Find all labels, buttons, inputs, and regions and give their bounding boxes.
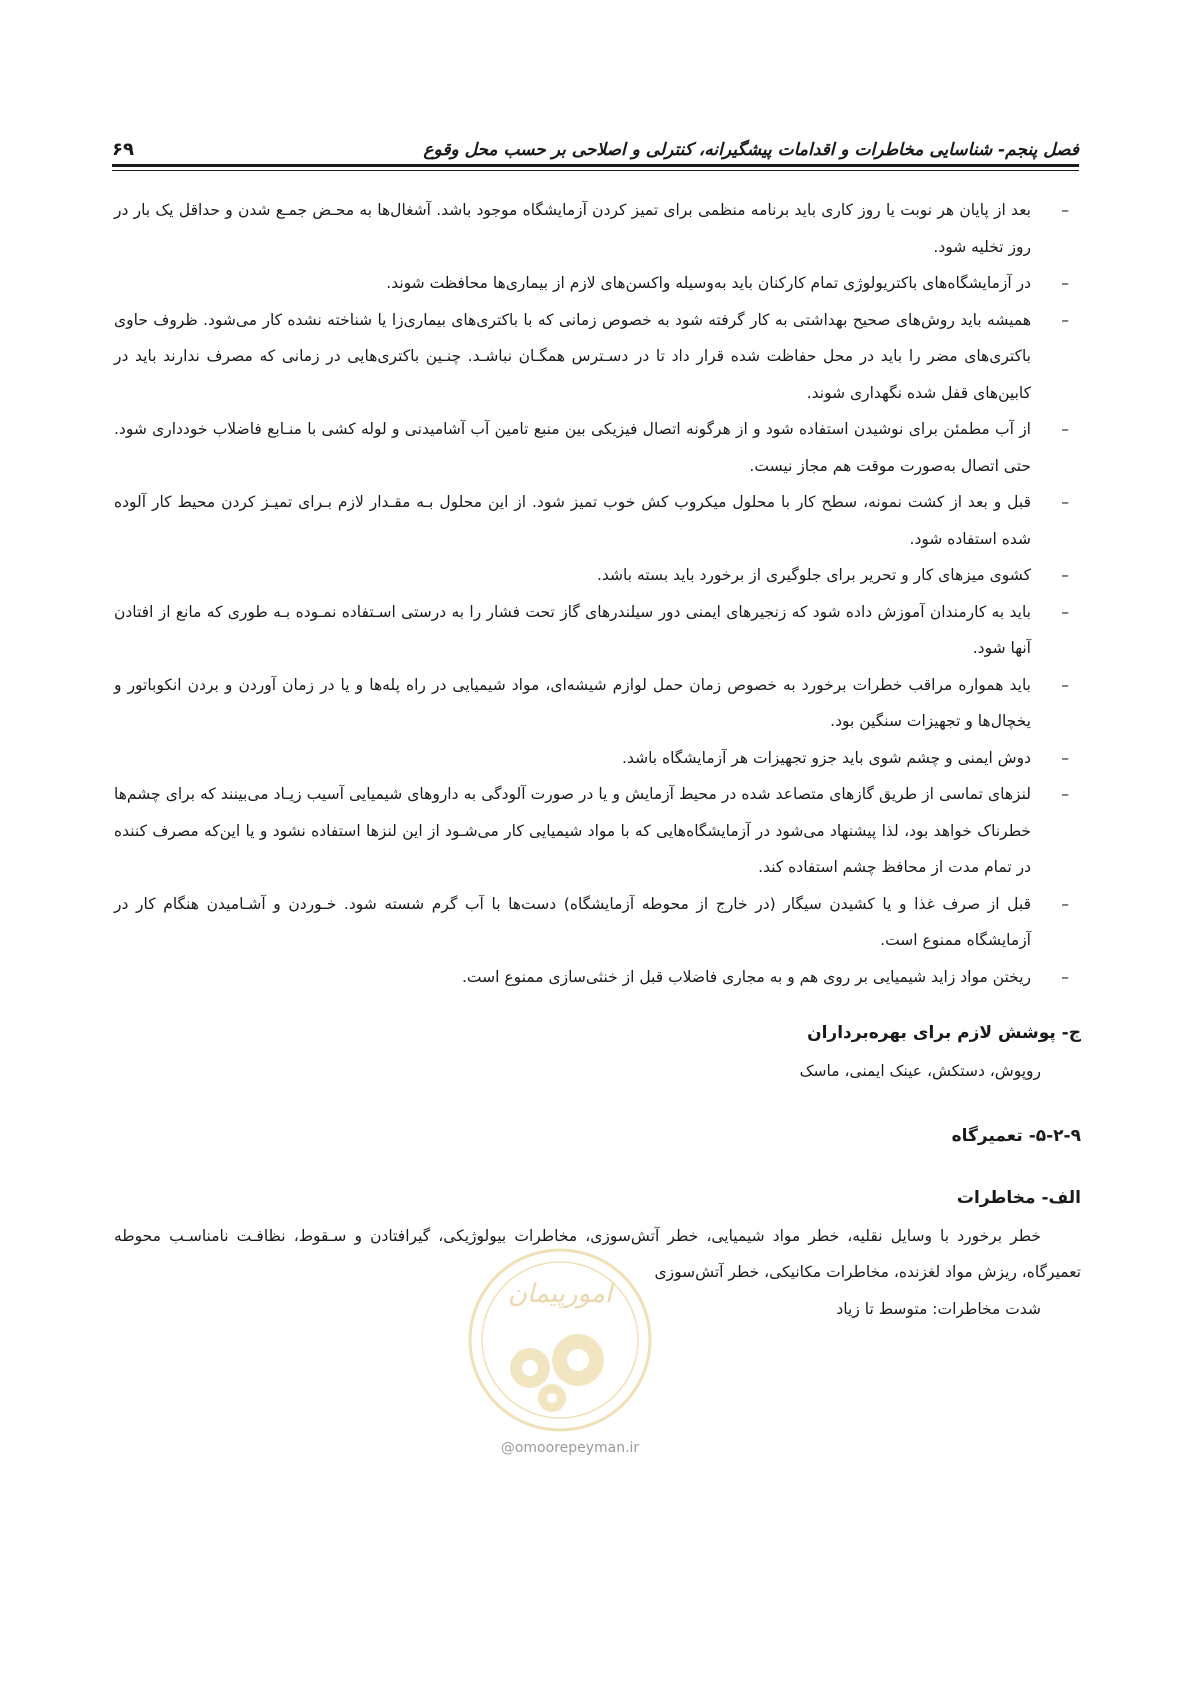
- list-item: – دوش ایمنی و چشم شوی باید جزو تجهیزات هر آزمایشگاه باشد.: [114, 740, 1081, 777]
- safety-rules-list: [114, 192, 1081, 995]
- chapter-title: فصل پنجم- شناسایی مخاطرات و اقدامات پیشگیرانه، کنترلی و اصلاحی بر حسب محل وقوع: [423, 140, 1079, 160]
- header-rule-thick: [112, 164, 1079, 167]
- dash-bullet: –: [1061, 894, 1069, 913]
- dash-bullet: –: [1061, 967, 1069, 986]
- workshop-heading: ۵-۲-۹- تعمیرگاه: [951, 1125, 1081, 1146]
- hazard-severity: شدت مخاطرات: متوسط تا زیاد: [836, 1299, 1041, 1318]
- ppe-text: روپوش، دستکش، عینک ایمنی، ماسک: [799, 1062, 1041, 1080]
- list-item: – باید به کارمندان آموزش داده شود که زنجیرهای ایمنی دور سیلندرهای گاز تحت فشار را به درستی اسـتفاده نمـوده بـه طوری که مانع از افتادن آنها شود.: [114, 594, 1081, 667]
- dash-bullet: –: [1061, 310, 1069, 329]
- page-number: ۶۹: [112, 139, 134, 160]
- dash-bullet: –: [1061, 420, 1069, 438]
- list-item: – از آب مطمئن برای نوشیدن استفاده شود و از هرگونه اتصال فیزیکی بین منبع تامین آب آشامیدنی و لوله کشی با منـابع فاضلاب خودداری شود. حتی اتصال به‌صورت موقت هم مجاز نیست.: [114, 411, 1081, 484]
- list-item: – قبل از صرف غذا و یا کشیدن سیگار (در خارج از محوطه آزمایشگاه) دست‌ها با آب گرم شسته شود. خـوردن و آشـامیدن هنگام کار در آزمایشگاه ممنوع است.: [114, 886, 1081, 959]
- list-item: – باید همواره مراقب خطرات برخورد به خصوص زمان حمل لوازم شیشه‌ای، مواد شیمیایی در راه پله‌ها و یا در زمان آوردن و بردن انکوباتور و یخچال‌ها و تجهیزات سنگین بود.: [114, 667, 1081, 740]
- ppe-heading: ج- پوشش لازم برای بهره‌برداران: [807, 1023, 1081, 1043]
- dash-bullet: –: [1061, 602, 1069, 621]
- page-body: [114, 192, 1081, 1327]
- hazards-heading: الف- مخاطرات: [956, 1187, 1081, 1208]
- list-item: – همیشه باید روش‌های صحیح بهداشتی به کار گرفته شود به خصوص زمانی که با باکتری‌های بیماری‌زا یا شناخته نشده کار می‌شود. ظروف حاوی باکتری‌های مضر را باید در محل حفاظت شده قرار داد تا در دسـترس همگـان نباشـد. چنـین باکتری‌هایی در زمانی که مصرف ندارند باید در کابین‌های قفل شده نگهداری شوند.: [114, 302, 1081, 412]
- list-item: – بعد از پایان هر نوبت یا روز کاری باید برنامه منظمی برای تمیز کردن آزمایشگاه موجود باشد. آشغال‌ها به محـض جمـع شدن و حداقل یک بار در روز تخلیه شود.: [114, 192, 1081, 265]
- list-item: – ریختن مواد زاید شیمیایی بر روی هم و به مجاری فاضلاب قبل از خنثی‌سازی ممنوع است.: [114, 959, 1081, 996]
- hazards-text: خطر برخورد با وسایل نقلیه، خطر مواد شیمیایی، خطر آتش‌سوزی، مخاطرات بیولوژیکی، گیرافتادن و سـقوط، نظافـت نامناسـب محوطه تعمیرگاه، ریزش مواد لغزنده، مخاطرات مکانیکی، خطر آتش‌سوزی: [114, 1226, 1081, 1281]
- dash-bullet: –: [1061, 785, 1069, 803]
- dash-bullet: –: [1061, 748, 1069, 767]
- header-rule-thin: [112, 170, 1079, 171]
- dash-bullet: –: [1061, 566, 1069, 584]
- watermark-url: @omoorepeyman.ir: [500, 1440, 640, 1456]
- dash-bullet: –: [1061, 201, 1069, 219]
- list-item: – قبل و بعد از کشت نمونه، سطح کار با محلول میکروب کش خوب تمیز شود. از این محلول بـه مقـدار لازم بـرای تمیـز کردن محیط کار آلوده شده استفاده شود.: [114, 484, 1081, 557]
- running-header: [112, 126, 1079, 160]
- list-item: – در آزمایشگاه‌های باکتریولوژی تمام کارکنان باید به‌وسیله واکسن‌های لازم از بیماری‌ها محافظت شوند.: [114, 265, 1081, 302]
- watermark-logo-text: امورپیمان: [507, 1279, 613, 1309]
- dash-bullet: –: [1061, 493, 1069, 511]
- dash-bullet: –: [1061, 675, 1069, 694]
- dash-bullet: –: [1061, 274, 1069, 292]
- list-item: – لنزهای تماسی از طریق گازهای متصاعد شده در محیط آزمایش و یا در صورت آلودگی به داروهای شیمیایی آسیب زیـاد می‌بینند که برای چشم‌ها خطرناک خواهد بود، لذا پیشنهاد می‌شود در آزمایشگاه‌هایی که با مواد شیمیایی کار می‌شـود از این لنزها استفاده نشود و یا این‌که مصرف کننده در تمام مدت از محافظ چشم استفاده کند.: [114, 776, 1081, 886]
- list-item: – کشوی میزهای کار و تحریر برای جلوگیری از برخورد باید بسته باشد.: [114, 557, 1081, 594]
